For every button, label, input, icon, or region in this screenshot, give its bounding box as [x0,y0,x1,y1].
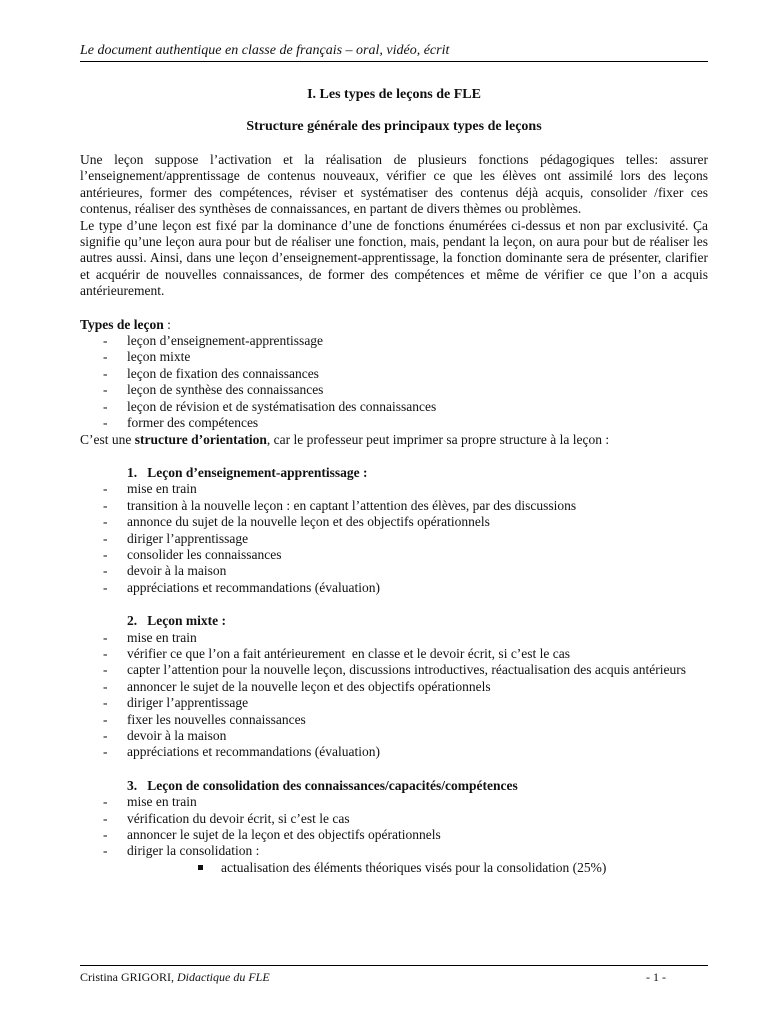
types-list [80,333,708,431]
list-item: - appréciations et recommandations (évaluation) [80,744,708,760]
section-3-list [80,794,708,860]
square-bullet-icon [198,865,203,870]
orientation-bold: structure d’orientation [134,431,267,447]
list-item: - vérifier ce que l’on a fait antérieurement en classe et le devoir écrit, si c’est le cas [80,646,708,662]
intro-paragraph: Une leçon suppose l’activation et la réalisation de plusieurs fonctions pédagogiques telles: assurer l’enseignement/apprentissage de contenus nouveaux, vérifier ce que les élèves ont assimilé lors des leçons antérieures, former des compétences, réviser et systématiser des contenus déjà acquis, consolider /fixer ces contenus, réaliser des synthèses de connaissances, en partant de divers thèmes ou problèmes. [80,152,708,217]
list-item: - leçon d’enseignement-apprentissage [80,333,708,349]
list-item: - diriger l’apprentissage [80,695,708,711]
section-1-list [80,481,708,596]
list-item: - appréciations et recommandations (évaluation) [80,580,708,596]
sub-list-item-text: actualisation des éléments théoriques visés pour la consolidation (25%) [221,859,607,875]
sub-list-item [80,860,708,876]
orientation-before: C’est une [80,431,135,447]
types-label [80,317,708,333]
list-item: - transition à la nouvelle leçon : en captant l’attention des élèves, par des discussions [80,498,708,514]
list-item: - annoncer le sujet de la nouvelle leçon et des objectifs opérationnels [80,679,708,695]
section-1-heading: 1. Leçon d’enseignement-apprentissage : [127,464,368,480]
running-header: Le document authentique en classe de français – oral, vidéo, écrit [80,42,708,62]
list-item: - devoir à la maison [80,728,708,744]
page-number: - 1 - [646,970,666,984]
page-subtitle: Structure générale des principaux types de leçons [246,119,542,134]
types-label-colon: : [163,316,171,332]
list-item: - leçon mixte [80,349,708,365]
list-item: - consolider les connaissances [80,547,708,563]
section-2-heading: 2. Leçon mixte : [127,613,226,629]
list-item: - fixer les nouvelles connaissances [80,712,708,728]
list-item: - vérification du devoir écrit, si c’est le cas [80,811,708,827]
list-item: - leçon de révision et de systématisation des connaissances [80,399,708,415]
list-item: - leçon de synthèse des connaissances [80,382,708,398]
list-item: - mise en train [80,481,708,497]
list-item: - diriger l’apprentissage [80,531,708,547]
orientation-after: , car le professeur peut imprimer sa propre structure à la leçon : [266,431,610,447]
dominance-paragraph: Le type d’une leçon est fixé par la dominance d’une de fonctions énumérées ci-dessus et non par exclusivité. Ça signifie qu’une leçon aura pour but de réaliser une fonction, mais, pendant la leçon, on aura pour but de réaliser les autres aussi. Ainsi, dans une leçon d’enseignement-apprentissage, la fonction dominante sera de présenter, clarifier et acquérir de nouvelles connaissances, de former des compétences et même de vérifier ce que l’on a acquis antérieurement. [80,217,708,299]
list-item: - leçon de fixation des connaissances [80,366,708,382]
list-item: - mise en train [80,630,708,646]
list-item: - diriger la consolidation : [80,843,708,859]
list-item: - devoir à la maison [80,563,708,579]
page-content [80,86,708,876]
orientation-sentence [80,432,708,448]
page-footer [80,965,708,985]
footer-work-title: Didactique du FLE [177,970,270,984]
types-label-text: Types de leçon [80,316,164,332]
list-item: - annoncer le sujet de la leçon et des objectifs opérationnels [80,827,708,843]
list-item: - former des compétences [80,415,708,431]
page-title: I. Les types de leçons de FLE [307,87,481,102]
section-3-heading: 3. Leçon de consolidation des connaissances/capacités/compétences [127,777,518,793]
section-2-list [80,630,708,761]
list-item: - mise en train [80,794,708,810]
list-item: - capter l’attention pour la nouvelle leçon, discussions introductives, réactualisation des acquis antérieurs [80,662,708,678]
list-item: - annonce du sujet de la nouvelle leçon et des objectifs opérationnels [80,514,708,530]
footer-author: Cristina GRIGORI, [80,970,177,984]
